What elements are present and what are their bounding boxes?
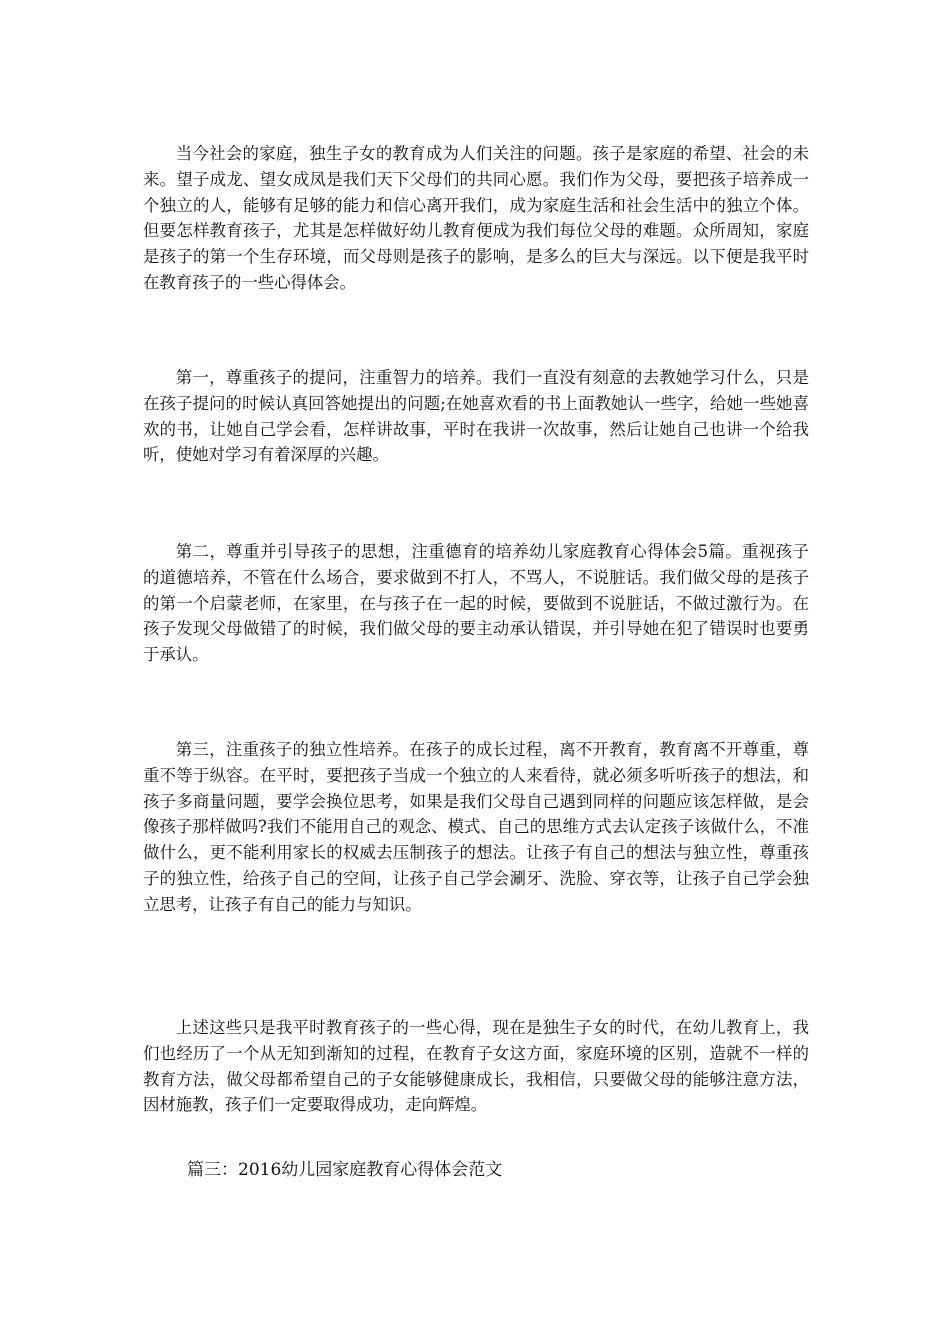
paragraph-intro: 当今社会的家庭，独生子女的教育成为人们关注的问题。孩子是家庭的希望、社会的未来。望子成龙、望女成凤是我们天下父母们的共同心愿。我们作为父母，要把孩子培养成一个独立的人，能够有足够的能力和信心离开我们，成为家庭生活和社会生活中的独立个体。但要怎样教育孩子，尤其是怎样做好幼儿教育便成为我们每位父母的难题。众所周知，家庭是孩子的第一个生存环境，而父母则是孩子的影响，是多么的巨大与深远。以下便是我平时在教育孩子的一些心得体会。: [143, 144, 809, 292]
paragraph-first-point: 第一，尊重孩子的提问，注重智力的培养。我们一直没有刻意的去教她学习什么，只是在孩子提问的时候认真回答她提出的问题;在她喜欢看的书上面教她认一些字，给她一些她喜欢的书，让她自己学会看，怎样讲故事，平时在我讲一次故事，然后让她自己也讲一个给我听，使她对学习有着深厚的兴趣。: [143, 368, 809, 465]
paragraph-third-point: 第三，注重孩子的独立性培养。在孩子的成长过程，离不开教育，教育离不开尊重，尊重不等于纵容。在平时，要把孩子当成一个独立的人来看待，就必须多听听孩子的想法，和孩子多商量问题，要学会换位思考，如果是我们父母自己遇到同样的问题应该怎样做，是会像孩子那样做吗?我们不能用自己的观念、模式、自己的思维方式去认定孩子该做什么，不准做什么，更不能利用家长的权威去压制孩子的想法。让孩子有自己的想法与独立性，尊重孩子的独立性，给孩子自己的空间，让孩子自己学会涮牙、洗脸、穿衣等，让孩子自己学会独立思考，让孩子有自己的能力与知识。: [143, 740, 809, 914]
paragraph-second-point: 第二，尊重并引导孩子的思想，注重德育的培养幼儿家庭教育心得体会5篇。重视孩子的道德培养，不管在什么场合，要求做到不打人，不骂人，不说脏话。我们做父母的是孩子的第一个启蒙老师，在家里，在与孩子在一起的时候，要做到不说脏话，不做过激行为。在孩子发现父母做错了的时候，我们做父母的要主动承认错误，并引导她在犯了错误时也要勇于承认。: [143, 542, 809, 665]
section-heading: 篇三：2016幼儿园家庭教育心得体会范文: [187, 1160, 503, 1180]
paragraph-conclusion: 上述这些只是我平时教育孩子的一些心得，现在是独生子女的时代，在幼儿教育上，我们也经历了一个从无知到渐知的过程，在教育子女这方面，家庭环境的区别，造就不一样的教育方法，做父母都希望自己的子女能够健康成长，我相信，只要做父母的能够注意方法，因材施教，孩子们一定要取得成功，走向辉煌。: [143, 1018, 809, 1115]
